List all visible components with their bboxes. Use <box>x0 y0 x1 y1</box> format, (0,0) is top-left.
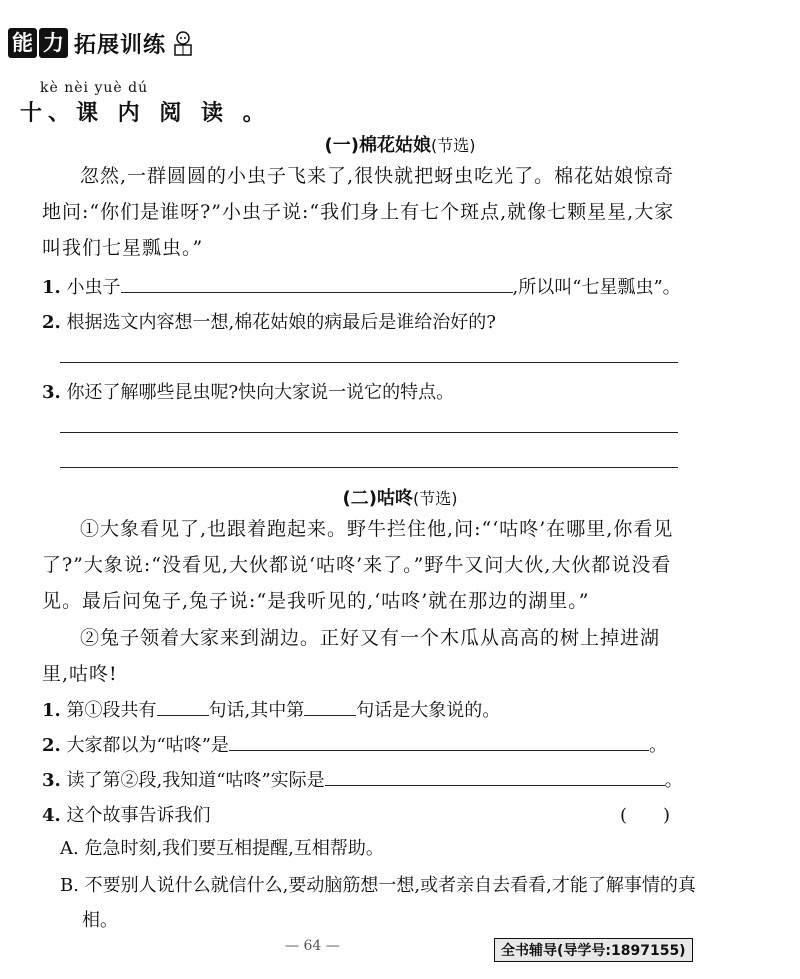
answer-blank[interactable] <box>304 697 356 716</box>
option-a: A. 危急时刻,我们要互相提醒,互相帮助。 <box>60 838 384 859</box>
q-text: 小虫子 <box>66 277 121 298</box>
badge-char-1: 能 <box>8 28 37 58</box>
passage2-title <box>0 484 800 510</box>
passage2-title-text: (二)咕咚 <box>342 488 413 509</box>
q-number: 3. <box>42 382 61 403</box>
passage1-title-text: (一)棉花姑娘 <box>324 135 431 156</box>
q-text: 根据选文内容想一想,棉花姑娘的病最后是谁给治好的? <box>66 312 496 333</box>
passage2-paragraph-2: ②兔子领着大家来到湖边。正好又有一个木瓜从高高的树上掉进湖里,咕咚! <box>42 627 661 685</box>
passage2-title-note: (节选) <box>412 489 458 508</box>
answer-line[interactable] <box>60 467 678 468</box>
badge-char-2: 力 <box>39 28 68 58</box>
section-title: 十、课 内 阅 读 。 <box>20 101 271 126</box>
passage2-paragraph-1: ①大象看见了,也跟着跑起来。野牛拦住他,问:“‘咕咚’在哪里,你看见了?”大象说:“没看见,大伙都说‘咕咚’来了。”野牛又问大伙,大伙都说没看见。最后问兔子,兔子说:“是我听见的,‘咕咚’就在那边的湖里。” <box>42 518 674 612</box>
answer-line[interactable] <box>60 432 678 433</box>
section-pinyin: kè nèi yuè dú <box>40 80 149 96</box>
answer-blank[interactable] <box>325 767 665 786</box>
p1-question-3 <box>42 378 454 404</box>
q-number: 1. <box>42 277 61 298</box>
q-text: 这个故事告诉我们 <box>66 805 211 826</box>
answer-bracket[interactable]: ( ) <box>620 805 671 826</box>
p1-question-2 <box>42 308 496 334</box>
option-b: B. 不要别人说什么就信什么,要动脑筋想一想,或者亲自去看看,才能了解事情的真相。 <box>60 875 696 931</box>
answer-blank[interactable] <box>121 274 513 293</box>
q-text: ,所以叫“七星瓢虫”。 <box>512 277 681 298</box>
q-number: 4. <box>42 805 61 826</box>
q-text: 第①段共有 <box>66 700 157 721</box>
page-number: — 64 — <box>285 938 340 954</box>
p2-question-4 <box>42 801 211 827</box>
header-badge <box>8 26 196 60</box>
p2-question-3 <box>42 766 692 792</box>
answer-blank[interactable] <box>229 732 649 751</box>
q-text: 句话,其中第 <box>208 700 305 721</box>
q-number: 2. <box>42 735 61 756</box>
p1-question-1 <box>42 273 692 299</box>
q-text: 。 <box>648 735 667 756</box>
q-number: 2. <box>42 312 61 333</box>
answer-line[interactable] <box>60 362 678 363</box>
guide-code-badge: 全书辅导(导学号:1897155) <box>494 938 693 962</box>
badge-title: 拓展训练 <box>74 32 167 58</box>
passage1-text: 忽然,一群圆圆的小虫子飞来了,很快就把蚜虫吃光了。棉花姑娘惊奇地问:“你们是谁呀?”小虫子说:“我们身上有七个斑点,就像七颗星星,大家叫我们七星瓢虫。” <box>42 165 675 259</box>
answer-blank[interactable] <box>157 697 209 716</box>
q-text: 大家都以为“咕咚”是 <box>66 735 229 756</box>
p2-question-2 <box>42 731 692 757</box>
q-number: 1. <box>42 700 61 721</box>
student-reading-icon <box>170 30 196 56</box>
q-text: 你还了解哪些昆虫呢?快向大家说一说它的特点。 <box>66 382 455 403</box>
passage1-title-note: (节选) <box>430 136 476 155</box>
q-text: 。 <box>664 770 683 791</box>
q-number: 3. <box>42 770 61 791</box>
q-text: 句话是大象说的。 <box>356 700 501 721</box>
passage1-title <box>0 131 800 157</box>
q-text: 读了第②段,我知道“咕咚”实际是 <box>66 770 325 791</box>
p2-question-1 <box>42 696 500 722</box>
